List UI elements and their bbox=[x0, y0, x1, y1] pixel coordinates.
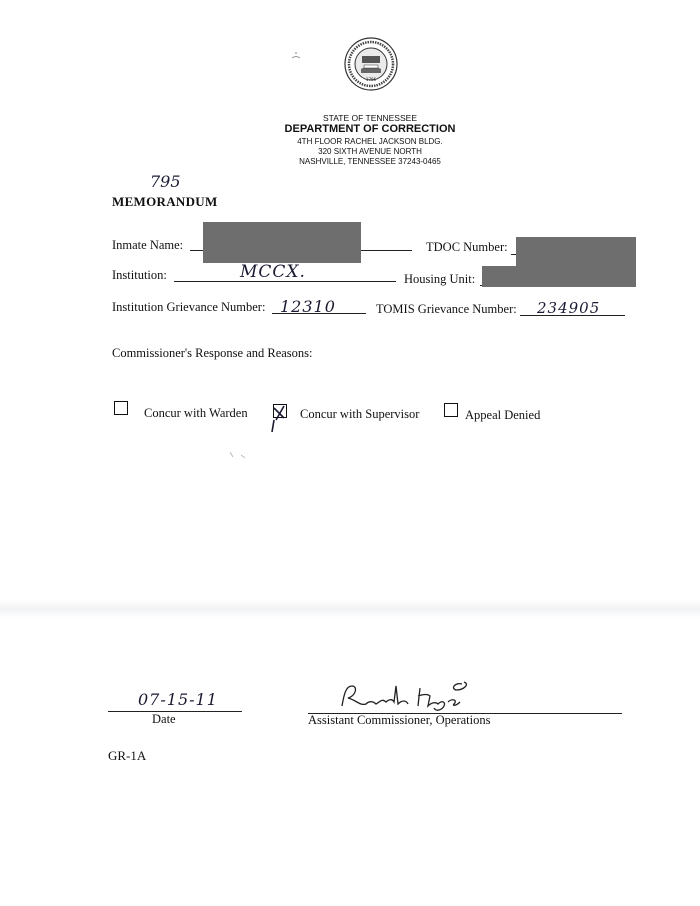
date-label: Date bbox=[152, 712, 176, 726]
form-code: GR-1A bbox=[108, 748, 147, 763]
housing-unit-label: Housing Unit: bbox=[404, 272, 476, 286]
appeal-denied-checkbox[interactable] bbox=[444, 403, 458, 417]
handwritten-check-mark-icon bbox=[264, 398, 294, 434]
concur-warden-checkbox[interactable] bbox=[114, 401, 128, 415]
concur-supervisor-label: Concur with Supervisor bbox=[300, 407, 420, 421]
tomis-grievance-value: 234905 bbox=[537, 299, 601, 317]
institution-label: Institution: bbox=[112, 268, 167, 282]
signature-label: Assistant Commissioner, Operations bbox=[308, 713, 491, 727]
institution-value: MCCX. bbox=[240, 262, 306, 282]
appeal-denied-label: Appeal Denied bbox=[465, 408, 541, 422]
inmate-name-redaction bbox=[203, 222, 361, 263]
signature-reuben-hodge bbox=[330, 676, 510, 716]
state-name: STATE OF TENNESSEE bbox=[323, 113, 417, 123]
housing-unit-redaction bbox=[482, 266, 636, 287]
address-line-2: 320 SIXTH AVENUE NORTH bbox=[318, 147, 422, 156]
concur-warden-label: Concur with Warden bbox=[144, 406, 248, 420]
address-line-3: NASHVILLE, TENNESSEE 37243-0465 bbox=[299, 157, 441, 166]
response-heading: Commissioner's Response and Reasons: bbox=[112, 346, 313, 360]
svg-text:1796: 1796 bbox=[365, 77, 377, 82]
institution-grievance-value: 12310 bbox=[280, 297, 336, 316]
handwritten-memo-number: 795 bbox=[150, 172, 181, 191]
tomis-grievance-label: TOMIS Grievance Number: bbox=[376, 302, 517, 316]
address-line-1: 4TH FLOOR RACHEL JACKSON BLDG. bbox=[297, 137, 443, 146]
institution-grievance-label: Institution Grievance Number: bbox=[112, 300, 266, 314]
tdoc-number-label: TDOC Number: bbox=[426, 240, 508, 254]
memo-title: MEMORANDUM bbox=[112, 194, 218, 209]
department-name: DEPARTMENT OF CORRECTION bbox=[284, 123, 456, 135]
date-value: 07-15-11 bbox=[138, 690, 218, 709]
paper-fold-line bbox=[0, 600, 700, 618]
state-seal-icon bbox=[344, 37, 398, 91]
inmate-name-label: Inmate Name: bbox=[112, 238, 184, 252]
